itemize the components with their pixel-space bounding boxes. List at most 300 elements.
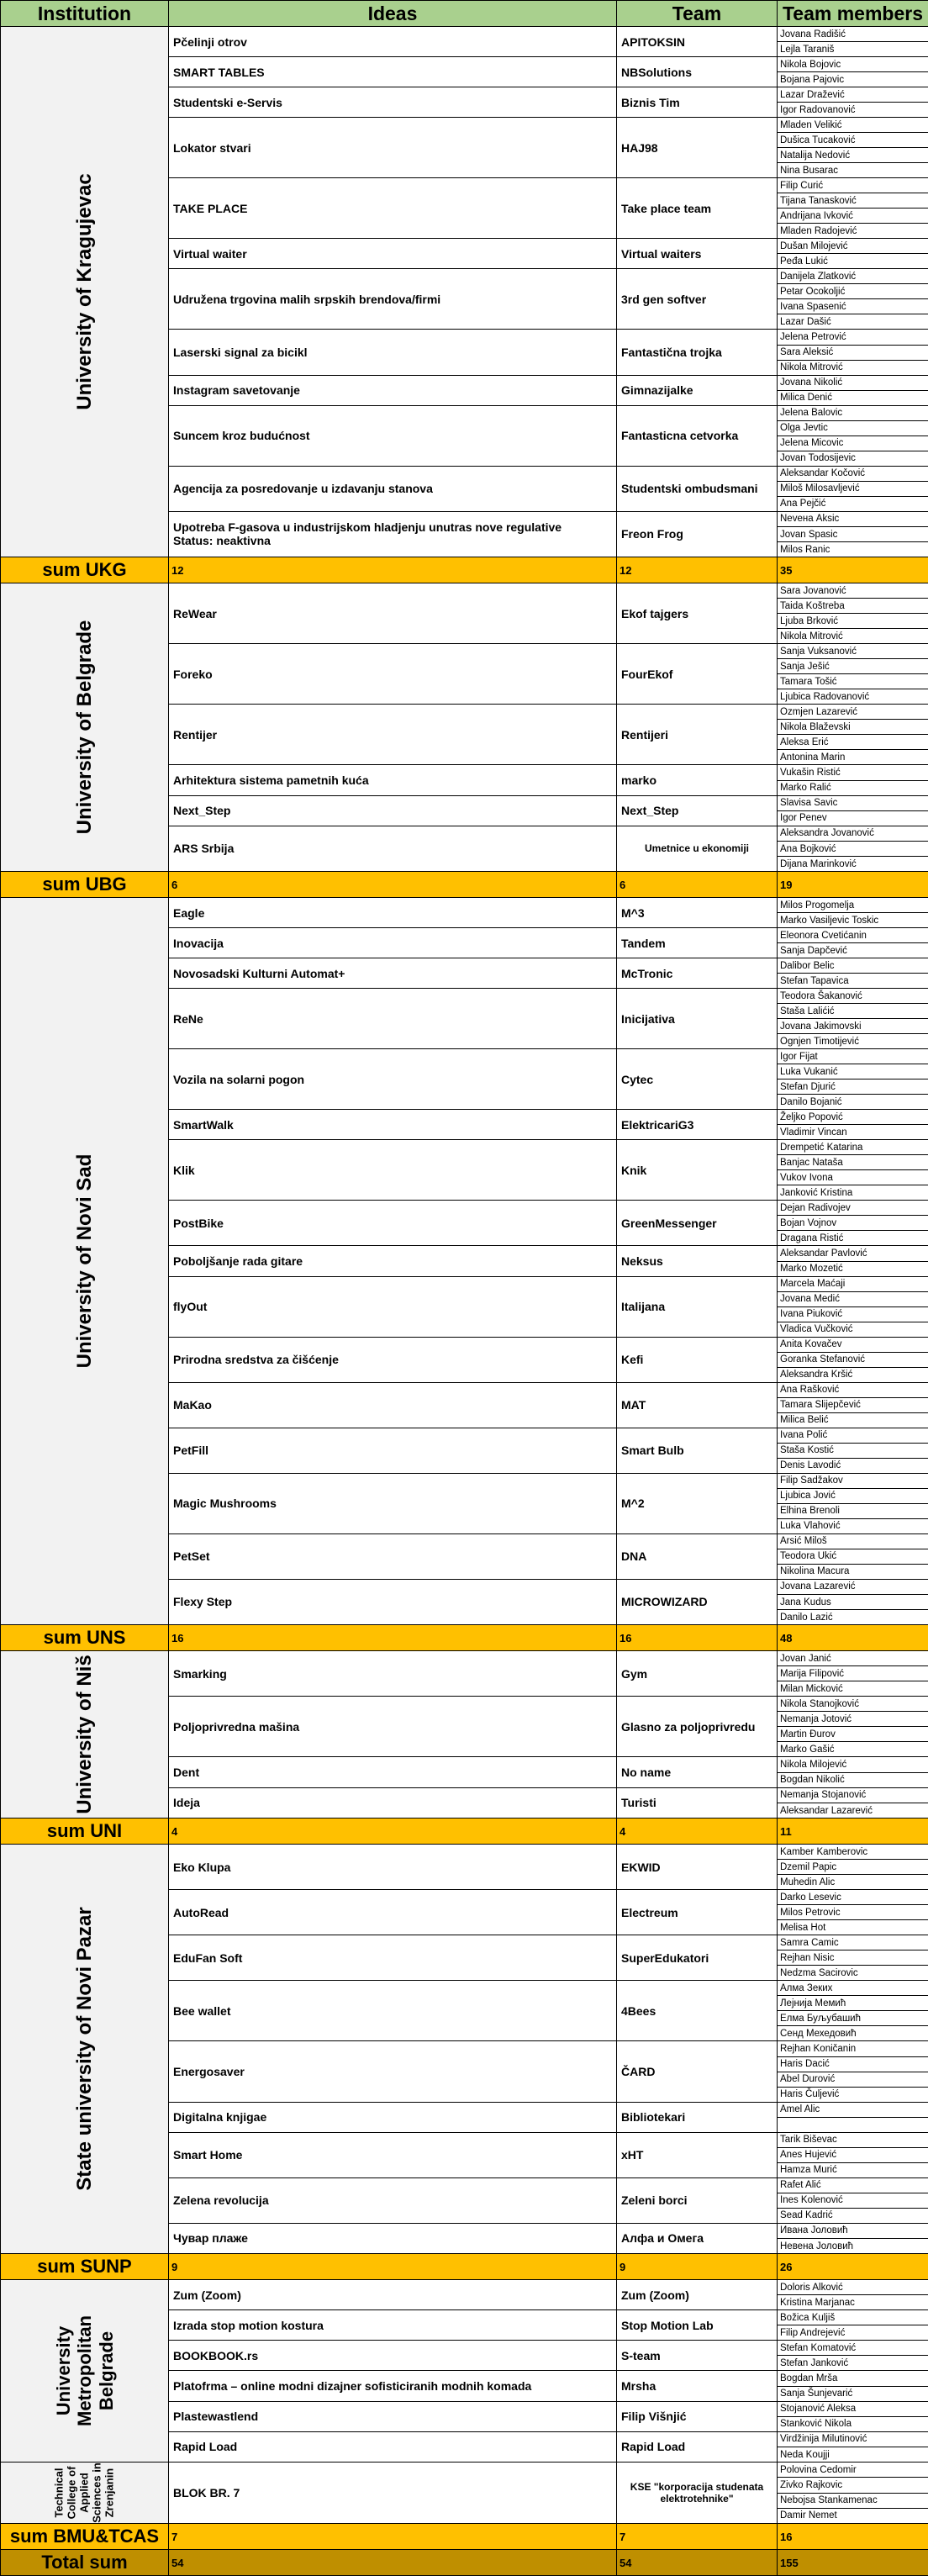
- member-cell: Елма Буљубашић: [778, 2011, 928, 2026]
- team-cell: Italijana: [617, 1276, 778, 1337]
- member-cell: Nikola Blaževski: [778, 720, 928, 735]
- sum-team: 4: [617, 1819, 778, 1845]
- member-cell: Aleksandra Jovanović: [778, 826, 928, 841]
- header-team-members: Team members: [778, 1, 928, 27]
- header-row: [1, 1, 928, 27]
- institution-name: State university of Novi Pazar: [73, 1907, 97, 2190]
- member-cell: Ana Bojković: [778, 842, 928, 857]
- member-cell: Damir Nemet: [778, 2508, 928, 2523]
- member-cell: Olga Jevtic: [778, 420, 928, 435]
- member-cell: Lejla Taraniš: [778, 42, 928, 57]
- member-cell: Arsić Miloš: [778, 1533, 928, 1549]
- idea-cell: Bee wallet: [169, 1981, 617, 2041]
- member-cell: Andrijana Ivković: [778, 209, 928, 224]
- institution-cell: [1, 2463, 169, 2524]
- member-cell: Nina Busarac: [778, 163, 928, 178]
- member-cell: Stanković Nikola: [778, 2416, 928, 2431]
- idea-cell: Virtual waiter: [169, 239, 617, 269]
- member-cell: Milos Progomelja: [778, 898, 928, 913]
- idea-cell: Zum (Zoom): [169, 2280, 617, 2310]
- member-cell: Zivko Rajkovic: [778, 2478, 928, 2493]
- team-cell: Umetnice u ekonomiji: [617, 826, 778, 871]
- idea-cell: Digitalna knjigae: [169, 2102, 617, 2132]
- institution-cell: [1, 583, 169, 872]
- sum-ideas: 16: [169, 1625, 617, 1651]
- member-cell: Tijana Tanasković: [778, 193, 928, 209]
- member-cell: Sanja Šunjevarić: [778, 2386, 928, 2401]
- member-cell: Neda Koujji: [778, 2447, 928, 2463]
- header-team: Team: [617, 1, 778, 27]
- sum-ideas: 4: [169, 1819, 617, 1845]
- member-cell: Nebojsa Stankamenac: [778, 2493, 928, 2508]
- idea-cell: Zelena revolucija: [169, 2177, 617, 2223]
- member-cell: Miloš Milosavljević: [778, 481, 928, 496]
- member-cell: Лејнија Мемић: [778, 1996, 928, 2011]
- sum-ideas: 7: [169, 2524, 617, 2550]
- sum-label: sum UBG: [1, 872, 169, 898]
- sum-members: 35: [778, 557, 928, 583]
- member-cell: Tarik Biševac: [778, 2132, 928, 2147]
- idea-cell: Eko Klupa: [169, 1845, 617, 1890]
- member-cell: Vukašin Ristić: [778, 765, 928, 780]
- team-cell: Knik: [617, 1140, 778, 1201]
- idea-cell: Laserski signal za bicikl: [169, 330, 617, 375]
- institution-cell: [1, 898, 169, 1625]
- idea-cell: Next_Step: [169, 795, 617, 826]
- table-row: [1, 898, 928, 913]
- member-cell: Filip Curić: [778, 178, 928, 193]
- team-cell: M^3: [617, 898, 778, 928]
- header-ideas: Ideas: [169, 1, 617, 27]
- idea-cell: Arhitektura sistema pametnih kuća: [169, 765, 617, 795]
- idea-cell: Inovacija: [169, 928, 617, 958]
- idea-cell: BOOKBOOK.rs: [169, 2341, 617, 2371]
- member-cell: Jelena Micovic: [778, 435, 928, 451]
- idea-cell: Pčelinji otrov: [169, 27, 617, 57]
- team-cell: S-team: [617, 2341, 778, 2371]
- member-cell: Kristina Marjanac: [778, 2295, 928, 2310]
- team-cell: Electreum: [617, 1890, 778, 1935]
- table-row: [1, 583, 928, 599]
- member-cell: Vukov Ivona: [778, 1170, 928, 1185]
- sum-ideas: 12: [169, 557, 617, 583]
- member-cell: Jovana Medić: [778, 1291, 928, 1306]
- sum-row: [1, 2254, 928, 2280]
- member-cell: Lazar Dražević: [778, 87, 928, 103]
- member-cell: Banjac Nataša: [778, 1155, 928, 1170]
- team-cell: Studentski ombudsmani: [617, 466, 778, 511]
- member-cell: Ljuba Brković: [778, 614, 928, 629]
- idea-cell: SMART TABLES: [169, 57, 617, 87]
- member-cell: Darko Lesevic: [778, 1890, 928, 1905]
- member-cell: Ines Kolenović: [778, 2193, 928, 2208]
- team-cell: No name: [617, 1757, 778, 1787]
- team-cell: Алфа и Омега: [617, 2223, 778, 2253]
- idea-cell: Prirodna sredstva za čišćenje: [169, 1337, 617, 1382]
- team-cell: FourEkof: [617, 644, 778, 705]
- member-cell: Dejan Radivojev: [778, 1201, 928, 1216]
- member-cell: Marko Ralić: [778, 780, 928, 795]
- sum-label: sum BMU&TCAS: [1, 2524, 169, 2550]
- member-cell: Nikolina Macura: [778, 1564, 928, 1579]
- member-cell: Bogdan Nikolić: [778, 1772, 928, 1787]
- sum-row: [1, 1819, 928, 1845]
- team-cell: Fantastična trojka: [617, 330, 778, 375]
- member-cell: Jelena Balovic: [778, 405, 928, 420]
- member-cell: Ana Rašković: [778, 1382, 928, 1397]
- member-cell: Milos Petrovic: [778, 1905, 928, 1920]
- member-cell: Nikola Stanojković: [778, 1697, 928, 1712]
- member-cell: Haris Čuljević: [778, 2087, 928, 2102]
- team-cell: Mrsha: [617, 2371, 778, 2401]
- sum-row: [1, 1625, 928, 1651]
- team-cell: Rentijeri: [617, 705, 778, 765]
- member-cell: Сенд Мехедовић: [778, 2026, 928, 2041]
- idea-cell: PetSet: [169, 1533, 617, 1579]
- sum-row: [1, 2524, 928, 2550]
- member-cell: Jovana Nikolić: [778, 375, 928, 390]
- institution-cell: [1, 1651, 169, 1819]
- sum-ideas: 6: [169, 872, 617, 898]
- member-cell: Polovina Cedomir: [778, 2463, 928, 2478]
- member-cell: Stefan Komatović: [778, 2341, 928, 2356]
- member-cell: Ивана Јоловић: [778, 2223, 928, 2238]
- idea-cell: Eagle: [169, 898, 617, 928]
- member-cell: Bojana Pajovic: [778, 72, 928, 87]
- idea-cell: Novosadski Kulturni Automat+: [169, 958, 617, 989]
- member-cell: Filip Sadžakov: [778, 1473, 928, 1488]
- idea-cell: Instagram savetovanje: [169, 375, 617, 405]
- team-cell: DNA: [617, 1533, 778, 1579]
- member-cell: Aleksa Erić: [778, 735, 928, 750]
- member-cell: Doloris Alković: [778, 2280, 928, 2295]
- idea-cell: Platofrma – online modni dizajner sofisticiranih modnih komada: [169, 2371, 617, 2401]
- member-cell: Martin Đurov: [778, 1727, 928, 1742]
- team-cell: xHT: [617, 2132, 778, 2177]
- idea-cell: Agencija za posredovanje u izdavanju stanova: [169, 466, 617, 511]
- member-cell: Antonina Marin: [778, 750, 928, 765]
- member-cell: Lazar Dašić: [778, 314, 928, 330]
- team-cell: Bibliotekari: [617, 2102, 778, 2132]
- member-cell: Staša Kostić: [778, 1443, 928, 1458]
- idea-cell: Чувар плаже: [169, 2223, 617, 2253]
- member-cell: Vladimir Vincan: [778, 1125, 928, 1140]
- member-cell: Ognjen Timotijević: [778, 1034, 928, 1049]
- member-cell: Jelena Petrović: [778, 330, 928, 345]
- team-cell: NBSolutions: [617, 57, 778, 87]
- member-cell: Nikola Bojovic: [778, 57, 928, 72]
- member-cell: Sanja Dapčević: [778, 943, 928, 958]
- table-row: [1, 1651, 928, 1666]
- idea-cell: Vozila na solarni pogon: [169, 1049, 617, 1110]
- member-cell: Marko Mozetić: [778, 1261, 928, 1276]
- idea-cell: Poboljšanje rada gitare: [169, 1246, 617, 1276]
- member-cell: Virdžinija Milutinović: [778, 2431, 928, 2447]
- team-cell: ČARD: [617, 2041, 778, 2102]
- team-cell: SuperEdukatori: [617, 1935, 778, 1981]
- idea-cell: Klik: [169, 1140, 617, 1201]
- member-cell: Melisa Hot: [778, 1920, 928, 1935]
- member-cell: Marko Gašić: [778, 1742, 928, 1757]
- team-cell: Zum (Zoom): [617, 2280, 778, 2310]
- team-cell: Biznis Tim: [617, 87, 778, 118]
- member-cell: Sanja Ješić: [778, 659, 928, 674]
- member-cell: Mladen Radojević: [778, 224, 928, 239]
- team-cell: GreenMessenger: [617, 1201, 778, 1246]
- institution-name: Technical College of Applied Sciences in Zrenjanin: [53, 2455, 116, 2531]
- member-cell: Dijana Marinković: [778, 857, 928, 872]
- idea-cell: BLOK BR. 7: [169, 2463, 617, 2524]
- team-cell: KSE "korporacija studenata elektrotehnike": [617, 2463, 778, 2524]
- member-cell: Sanja Vuksanović: [778, 644, 928, 659]
- member-cell: Nikola Mitrović: [778, 629, 928, 644]
- team-cell: Ekof tajgers: [617, 583, 778, 644]
- member-cell: Tamara Slijepčević: [778, 1397, 928, 1412]
- member-cell: Mladen Velikić: [778, 118, 928, 133]
- member-cell: Peđa Lukić: [778, 254, 928, 269]
- sum-team: 7: [617, 2524, 778, 2550]
- sum-team: 12: [617, 557, 778, 583]
- member-cell: Jovana Radišić: [778, 27, 928, 42]
- member-cell: Stefan Janković: [778, 2356, 928, 2371]
- idea-cell: Suncem kroz budućnost: [169, 405, 617, 466]
- member-cell: Aleksandra Kršić: [778, 1367, 928, 1382]
- idea-cell: TAKE PLACE: [169, 178, 617, 239]
- member-cell: Aleksandar Kočović: [778, 466, 928, 481]
- member-cell: Marija Filipović: [778, 1666, 928, 1681]
- member-cell: Petar Ocokoljić: [778, 284, 928, 299]
- member-cell: Igor Radovanović: [778, 103, 928, 118]
- member-cell: Igor Penev: [778, 810, 928, 826]
- total-team: 54: [617, 2550, 778, 2576]
- idea-cell: Upotreba F-gasova u industrijskom hladjenju unutras nove regulative Status: neaktivna: [169, 511, 617, 557]
- member-cell: Željko Popović: [778, 1110, 928, 1125]
- team-cell: Glasno za poljoprivredu: [617, 1697, 778, 1757]
- member-cell: Luka Vlahović: [778, 1518, 928, 1533]
- team-cell: Take place team: [617, 178, 778, 239]
- member-cell: Jovana Lazarević: [778, 1579, 928, 1594]
- member-cell: Rejhan Koničanin: [778, 2041, 928, 2056]
- member-cell: Tamara Tošić: [778, 674, 928, 689]
- team-cell: Tandem: [617, 928, 778, 958]
- idea-cell: Ideja: [169, 1787, 617, 1818]
- total-row: [1, 2550, 928, 2576]
- header-institution: Institution: [1, 1, 169, 27]
- team-cell: Fantasticna cetvorka: [617, 405, 778, 466]
- member-cell: Ivana Spasenić: [778, 299, 928, 314]
- member-cell: Ljubica Radovanović: [778, 689, 928, 705]
- member-cell: Ana Pejčić: [778, 496, 928, 511]
- sum-row: [1, 872, 928, 898]
- member-cell: Milica Belić: [778, 1412, 928, 1428]
- total-members: 155: [778, 2550, 928, 2576]
- member-cell: Nikola Milojević: [778, 1757, 928, 1772]
- member-cell: Stefan Tapavica: [778, 974, 928, 989]
- member-cell: Janković Kristina: [778, 1185, 928, 1201]
- team-cell: HAJ98: [617, 118, 778, 178]
- member-cell: Nedzma Sacirovic: [778, 1966, 928, 1981]
- member-cell: Milica Denić: [778, 390, 928, 405]
- member-cell: Rejhan Nisic: [778, 1950, 928, 1966]
- idea-cell: ReNe: [169, 989, 617, 1049]
- team-cell: ElektricariG3: [617, 1110, 778, 1140]
- institution-name: University of Kragujevac: [73, 173, 97, 409]
- member-cell: Jovan Todosijevic: [778, 451, 928, 466]
- member-cell: Luka Vukanić: [778, 1064, 928, 1079]
- team-cell: Filip Višnjić: [617, 2401, 778, 2431]
- team-cell: Zeleni borci: [617, 2177, 778, 2223]
- member-cell: Danijela Zlatković: [778, 269, 928, 284]
- member-cell: Teodora Šakanović: [778, 989, 928, 1004]
- member-cell: Neveна Aksic: [778, 511, 928, 526]
- team-cell: McTronic: [617, 958, 778, 989]
- institution-cell: [1, 2280, 169, 2463]
- sum-members: 48: [778, 1625, 928, 1651]
- member-cell: Dzemil Papic: [778, 1860, 928, 1875]
- member-cell: Алма Зеких: [778, 1981, 928, 1996]
- total-ideas: 54: [169, 2550, 617, 2576]
- team-cell: marko: [617, 765, 778, 795]
- team-cell: EKWID: [617, 1845, 778, 1890]
- member-cell: Anes Hujević: [778, 2147, 928, 2162]
- member-cell: Nemanja Jotović: [778, 1712, 928, 1727]
- member-cell: Vladica Vučković: [778, 1322, 928, 1337]
- institution-cell: [1, 1845, 169, 2254]
- team-cell: Stop Motion Lab: [617, 2310, 778, 2341]
- idea-cell: Magic Mushrooms: [169, 1473, 617, 1533]
- table-row: [1, 2463, 928, 2478]
- sum-team: 6: [617, 872, 778, 898]
- member-cell: Aleksandar Lazarević: [778, 1803, 928, 1819]
- member-cell: Božica Kuljiš: [778, 2310, 928, 2325]
- team-cell: Gimnazijalke: [617, 375, 778, 405]
- member-cell: Bojan Vojnov: [778, 1216, 928, 1231]
- idea-cell: Lokator stvari: [169, 118, 617, 178]
- member-cell: Sara Aleksić: [778, 345, 928, 360]
- sum-members: 19: [778, 872, 928, 898]
- team-cell: Neksus: [617, 1246, 778, 1276]
- sum-ideas: 9: [169, 2254, 617, 2280]
- idea-cell: flyOut: [169, 1276, 617, 1337]
- member-cell: Ivana Piuković: [778, 1306, 928, 1322]
- sum-label: sum UNI: [1, 1819, 169, 1845]
- member-cell: Filip Andrejević: [778, 2325, 928, 2341]
- team-cell: M^2: [617, 1473, 778, 1533]
- member-cell: Jana Kudus: [778, 1595, 928, 1610]
- idea-cell: Smarking: [169, 1651, 617, 1697]
- member-cell: Jovan Spasic: [778, 527, 928, 542]
- sum-team: 9: [617, 2254, 778, 2280]
- member-cell: Nemanja Stojanović: [778, 1787, 928, 1803]
- team-cell: Inicijativa: [617, 989, 778, 1049]
- sum-label: sum UKG: [1, 557, 169, 583]
- member-cell: Ivana Polić: [778, 1428, 928, 1443]
- idea-cell: SmartWalk: [169, 1110, 617, 1140]
- idea-cell: Flexy Step: [169, 1579, 617, 1624]
- member-cell: [778, 2117, 928, 2132]
- idea-cell: ReWear: [169, 583, 617, 644]
- member-cell: Kamber Kamberovic: [778, 1845, 928, 1860]
- member-cell: Ozmjen Lazarević: [778, 705, 928, 720]
- team-cell: Turisti: [617, 1787, 778, 1818]
- member-cell: Natalija Nedović: [778, 148, 928, 163]
- team-cell: Virtual waiters: [617, 239, 778, 269]
- idea-cell: Foreko: [169, 644, 617, 705]
- member-cell: Anita Kovačev: [778, 1337, 928, 1352]
- member-cell: Haris Dacić: [778, 2056, 928, 2072]
- idea-cell: Rentijer: [169, 705, 617, 765]
- idea-cell: Dent: [169, 1757, 617, 1787]
- member-cell: Sead Kadrić: [778, 2208, 928, 2223]
- institution-name: University Metropolitan Belgrade: [53, 2287, 117, 2455]
- member-cell: Elhina Brenoli: [778, 1503, 928, 1518]
- team-cell: Next_Step: [617, 795, 778, 826]
- member-cell: Sara Jovanović: [778, 583, 928, 599]
- sum-members: 26: [778, 2254, 928, 2280]
- member-cell: Dušan Milojević: [778, 239, 928, 254]
- team-cell: Cytec: [617, 1049, 778, 1110]
- member-cell: Abel Durović: [778, 2072, 928, 2087]
- member-cell: Samra Camic: [778, 1935, 928, 1950]
- total-label: Total sum: [1, 2550, 169, 2576]
- member-cell: Dušica Tucaković: [778, 133, 928, 148]
- member-cell: Milan Micković: [778, 1681, 928, 1697]
- member-cell: Teodora Ukić: [778, 1549, 928, 1564]
- member-cell: Marcela Maćaji: [778, 1276, 928, 1291]
- sum-team: 16: [617, 1625, 778, 1651]
- member-cell: Danilo Lazić: [778, 1610, 928, 1625]
- team-cell: 4Bees: [617, 1981, 778, 2041]
- idea-cell: Izrada stop motion kostura: [169, 2310, 617, 2341]
- institution-name: University of Belgrade: [73, 620, 97, 835]
- idea-cell: Energosaver: [169, 2041, 617, 2102]
- idea-cell: EduFan Soft: [169, 1935, 617, 1981]
- team-cell: MAT: [617, 1382, 778, 1428]
- member-cell: Marko Vasiljevic Toskic: [778, 913, 928, 928]
- sum-label: sum UNS: [1, 1625, 169, 1651]
- idea-cell: Rapid Load: [169, 2431, 617, 2462]
- idea-cell: PetFill: [169, 1428, 617, 1473]
- table-row: [1, 1845, 928, 1860]
- sum-row: [1, 557, 928, 583]
- member-cell: Nikola Mitrović: [778, 360, 928, 375]
- member-cell: Aleksandar Pavlović: [778, 1246, 928, 1261]
- member-cell: Eleonora Cvetićanin: [778, 928, 928, 943]
- team-cell: Smart Bulb: [617, 1428, 778, 1473]
- member-cell: Taida Koštreba: [778, 599, 928, 614]
- sum-members: 16: [778, 2524, 928, 2550]
- member-cell: Muhedin Alic: [778, 1875, 928, 1890]
- member-cell: Goranka Stefanović: [778, 1352, 928, 1367]
- idea-cell: Udružena trgovina malih srpskih brendova/firmi: [169, 269, 617, 330]
- team-cell: MICROWIZARD: [617, 1579, 778, 1624]
- idea-cell: Poljoprivredna mašina: [169, 1697, 617, 1757]
- idea-cell: PostBike: [169, 1201, 617, 1246]
- institution-cell: [1, 27, 169, 557]
- idea-cell: AutoRead: [169, 1890, 617, 1935]
- member-cell: Hamza Murić: [778, 2162, 928, 2177]
- member-cell: Milos Ranic: [778, 542, 928, 557]
- member-cell: Staša Lalićić: [778, 1004, 928, 1019]
- member-cell: Bogdan Mrša: [778, 2371, 928, 2386]
- idea-cell: Plastewastlend: [169, 2401, 617, 2431]
- member-cell: Drempetić Katarina: [778, 1140, 928, 1155]
- member-cell: Jovana Jakimovski: [778, 1019, 928, 1034]
- team-cell: Freon Frog: [617, 511, 778, 557]
- team-cell: Rapid Load: [617, 2431, 778, 2462]
- member-cell: Stojanović Aleksa: [778, 2401, 928, 2416]
- idea-cell: Studentski e-Servis: [169, 87, 617, 118]
